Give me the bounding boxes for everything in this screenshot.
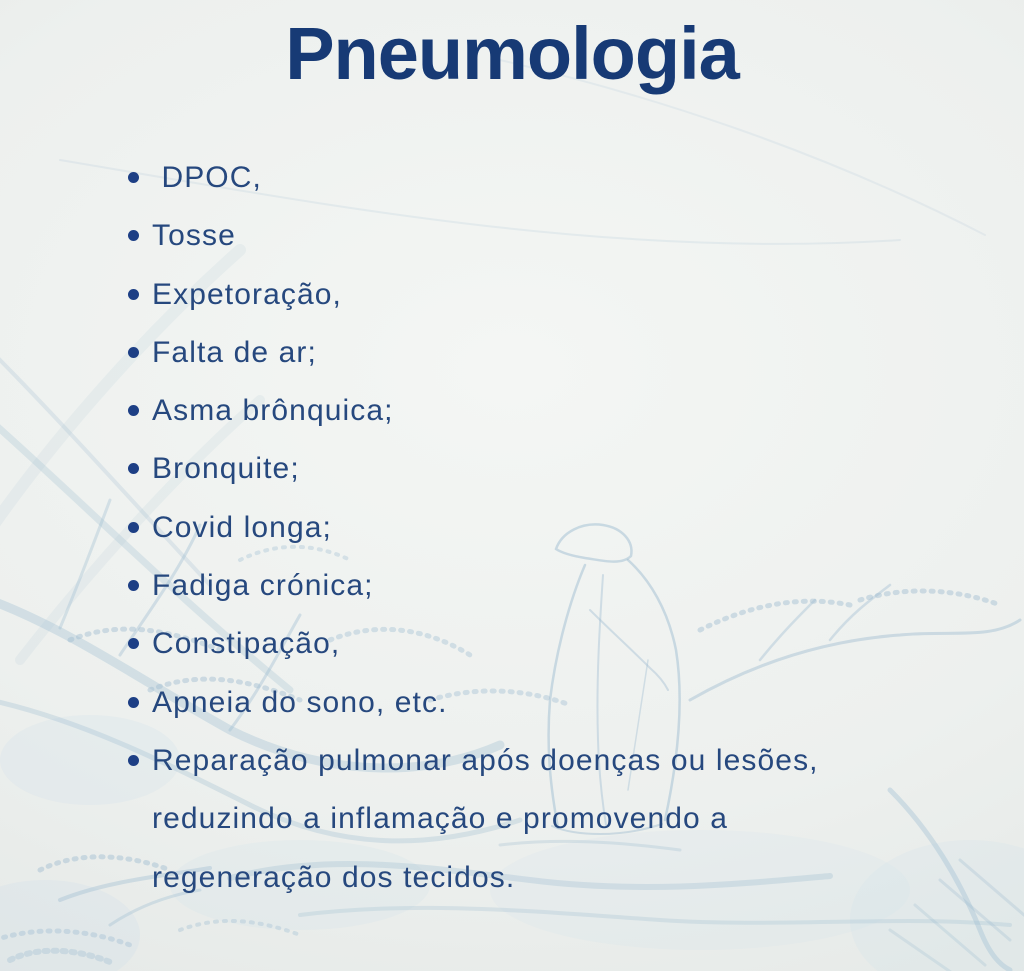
list-item [0, 324, 1000, 382]
list-item-text: DPOC, [152, 161, 262, 194]
list-item-text: Reparação pulmonar após doenças ou lesões, [152, 743, 819, 777]
list-item-text: regeneração dos tecidos. [152, 860, 516, 894]
bullet-icon [128, 289, 139, 300]
symptom-list [0, 149, 1000, 907]
list-item [0, 615, 1000, 673]
list-item-text: Covid longa; [152, 510, 332, 544]
list-item [0, 266, 1000, 324]
list-item [0, 207, 1000, 265]
list-item [0, 499, 1000, 557]
list-item-text: Bronquite; [152, 452, 300, 486]
bullet-icon [128, 522, 139, 533]
bullet-icon [128, 405, 139, 416]
list-item [0, 674, 1000, 732]
bullet-icon [128, 463, 139, 474]
page-title: Pneumologia [285, 12, 739, 95]
list-item [0, 382, 1000, 440]
list-item-text: Falta de ar; [152, 335, 317, 369]
list-item-text: Fadiga crónica; [152, 569, 374, 603]
list-item [0, 557, 1000, 615]
list-item-text: Expetoração, [152, 277, 342, 311]
list-item-text: reduzindo a inflamação e promovendo a [152, 802, 729, 836]
list-item-text: Constipação, [152, 627, 341, 661]
list-item-text: Tosse [152, 219, 236, 253]
bullet-icon [128, 172, 139, 183]
bullet-icon [128, 697, 139, 708]
list-item-text: Apneia do sono, etc. [152, 685, 448, 719]
bullet-icon [128, 755, 139, 766]
bullet-icon [128, 230, 139, 241]
bullet-icon [128, 638, 139, 649]
bullet-icon [128, 347, 139, 358]
bullet-icon [128, 580, 139, 591]
list-item [0, 732, 1000, 907]
list-item [0, 440, 1000, 498]
list-item [0, 149, 1000, 207]
list-item-text: Asma brônquica; [152, 394, 394, 428]
